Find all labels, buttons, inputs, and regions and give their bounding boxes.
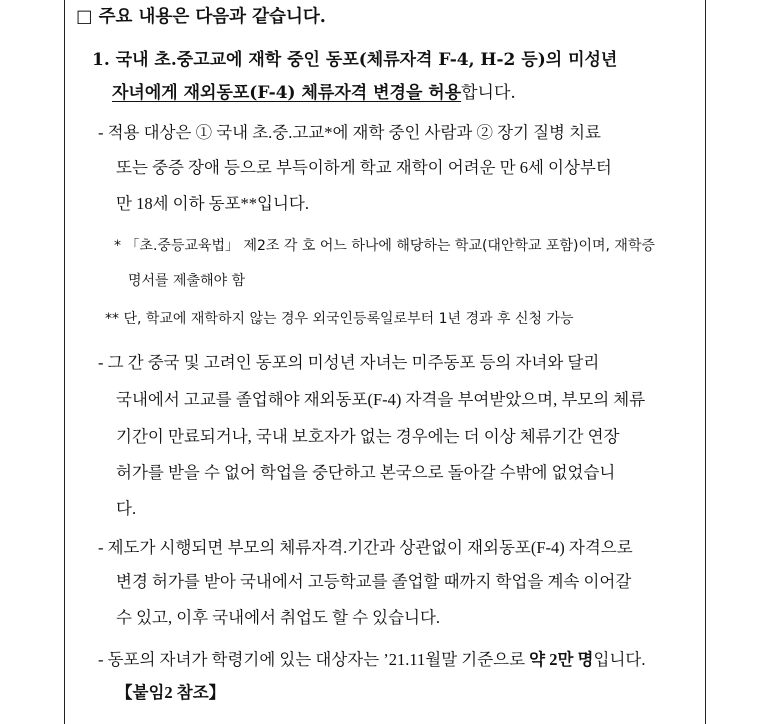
section-1-tail: 합니다.: [461, 83, 516, 103]
bullet-2-line-2: 국내에서 고교를 졸업해야 재외동포(F-4) 자격을 부여받았으며, 부모의 체류: [116, 390, 646, 409]
bullet-3-line-3: 수 있고, 이후 국내에서 취업도 할 수 있습니다.: [116, 608, 441, 627]
footnote-1-line-2: 명서를 제출해야 함: [128, 273, 246, 289]
attachment-reference: 【붙임2 참조】: [116, 683, 226, 702]
main-heading: □ 주요 내용은 다음과 같습니다.: [76, 7, 326, 27]
bullet-4-count: 약 2만 명: [529, 650, 594, 669]
bullet-4-line-1: [98, 652, 645, 669]
footnote-2: ** 단, 학교에 재학하지 않는 경우 외국인등록일로부터 1년 경과 후 신청 가능: [105, 311, 574, 327]
section-1-highlight: 자녀에게 재외동포(F-4) 체류자격 변경을 허용: [112, 83, 462, 103]
bullet-1-line-3: 만 18세 이하 동포**입니다.: [116, 194, 309, 213]
bullet-1-line-2: 또는 중증 장애 등으로 부득이하게 학교 재학이 어려운 만 6세 이상부터: [116, 158, 612, 177]
bullet-2-line-3: 기간이 만료되거나, 국내 보호자가 없는 경우에는 더 이상 체류기간 연장: [116, 427, 620, 446]
bullet-2-line-1: - 그 간 중국 및 고려인 동포의 미성년 자녀는 미주동포 등의 자녀와 달리: [98, 353, 600, 372]
section-1-title: 1. 국내 초.중고교에 재학 중인 동포(체류자격 F-4, H-2 등)의 미성년: [92, 50, 618, 70]
bullet-4-pre: - 동포의 자녀가 학령기에 있는 대상자는 ’21.11월말 기준으로: [98, 650, 530, 669]
footnote-1-line-1: * 「초.중등교육법」 제2조 각 호 어느 하나에 해당하는 학교(대안학교 포함)이며, 재학증: [114, 238, 655, 254]
bullet-4-post: 입니다.: [593, 650, 646, 669]
bullet-1-line-1: - 적용 대상은 ① 국내 초.중.고교*에 재학 중인 사람과 ② 장기 질병 치료: [98, 123, 601, 142]
bullet-2-line-4: 허가를 받을 수 없어 학업을 중단하고 본국으로 돌아갈 수밖에 없었습니: [116, 463, 616, 482]
section-1-title-cont: [112, 85, 516, 102]
bullet-3-line-1: - 제도가 시행되면 부모의 체류자격.기간과 상관없이 재외동포(F-4) 자격으로: [98, 538, 633, 557]
bullet-3-line-2: 변경 허가를 받아 국내에서 고등학교를 졸업할 때까지 학업을 계속 이어갈: [116, 572, 632, 591]
bullet-2-line-5: 다.: [116, 499, 137, 518]
